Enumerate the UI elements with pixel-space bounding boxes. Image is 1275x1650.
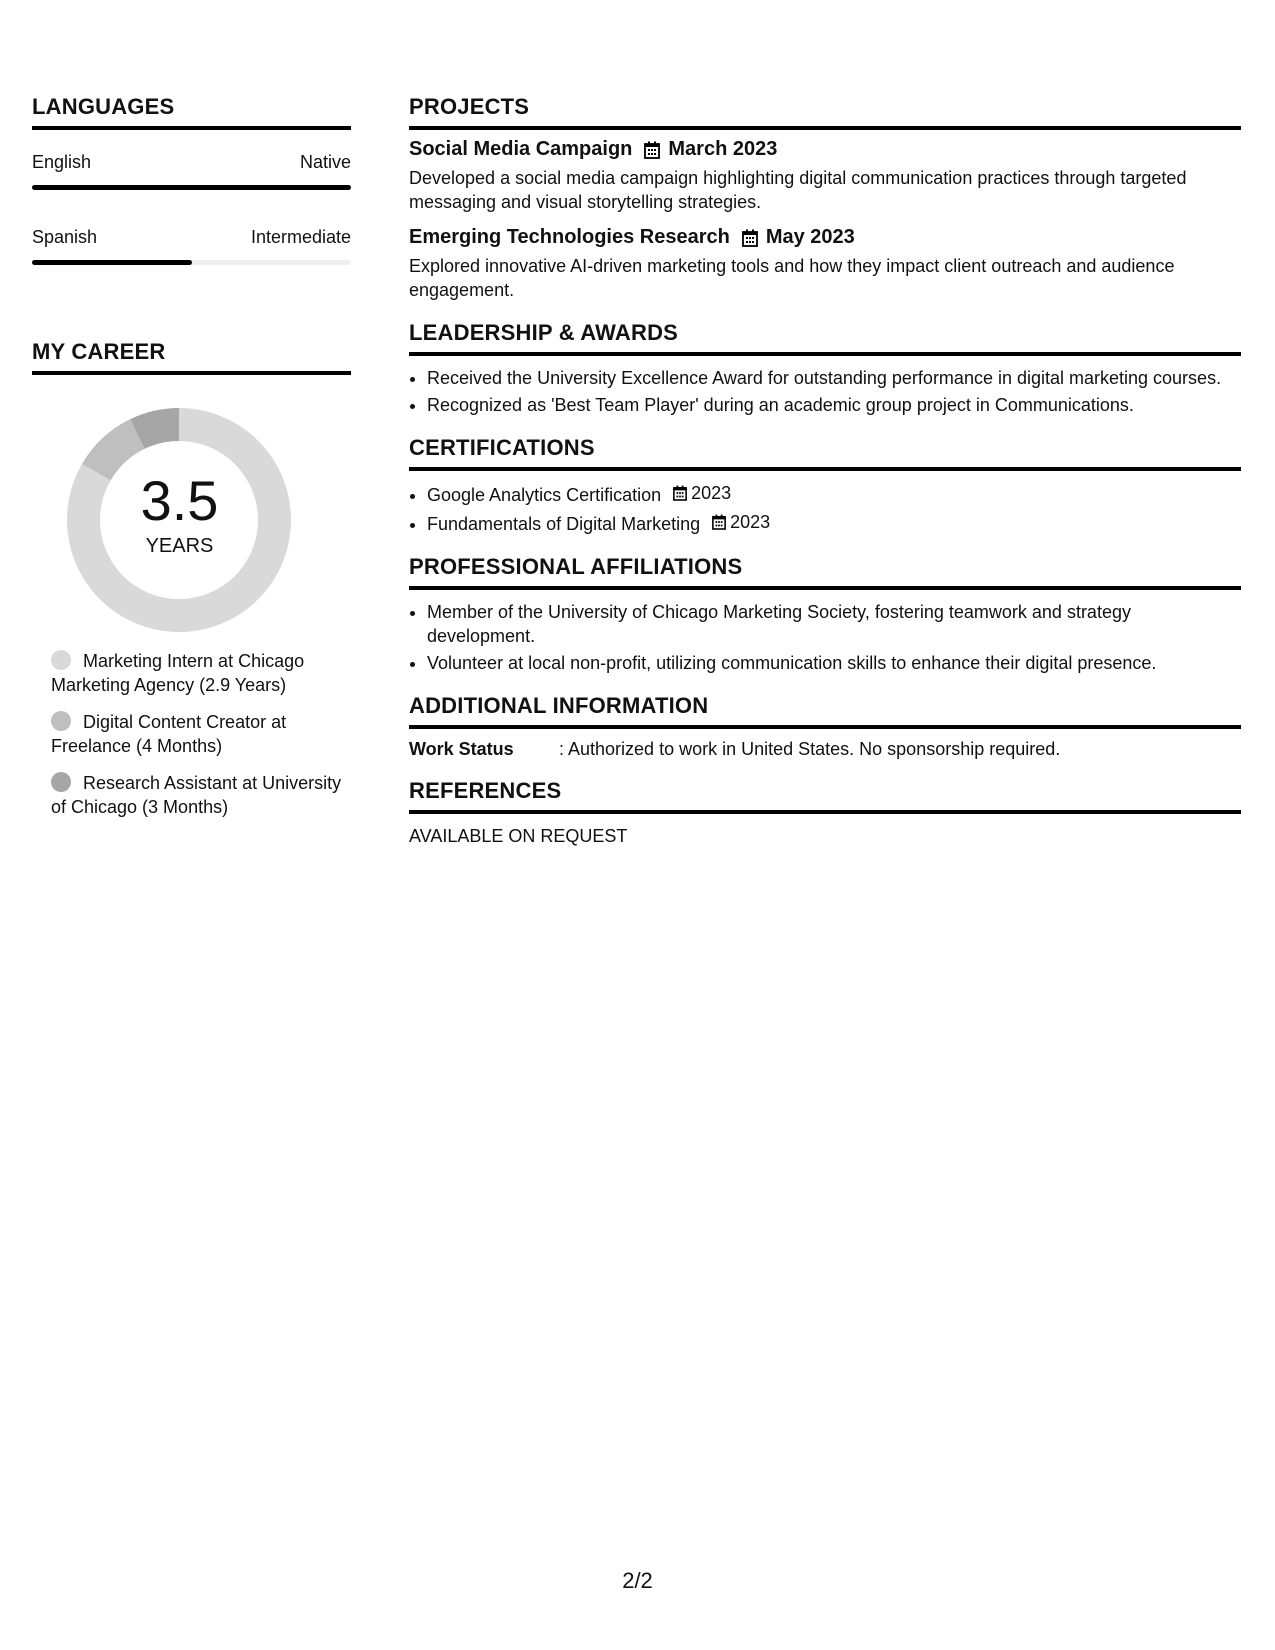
list-item — [427, 481, 1241, 507]
legend-item — [51, 649, 351, 697]
list-item: • Recognized as 'Best Team Player' during an academic group project in Communications. — [427, 393, 1241, 417]
work-status-label: Work Status — [409, 739, 514, 759]
project-item — [409, 226, 1241, 302]
references-text: AVAILABLE ON REQUEST — [409, 826, 628, 846]
legend-label: Digital Content Creator at Freelance (4 Months) — [51, 712, 287, 756]
affiliations-title: PROFESSIONAL AFFILIATIONS — [409, 554, 1241, 590]
project-item — [409, 138, 1241, 214]
legend-item — [51, 710, 351, 758]
certifications-section — [409, 435, 1241, 536]
list-item: • Member of the University of Chicago Marketing Society, fostering teamwork and strategy development. — [427, 600, 1241, 648]
right-column — [409, 94, 1241, 847]
left-column — [32, 94, 351, 832]
certification-name: Fundamentals of Digital Marketing — [427, 514, 701, 534]
certifications-title: CERTIFICATIONS — [409, 435, 1241, 471]
legend-label: Research Assistant at University of Chicago (3 Months) — [51, 773, 342, 817]
legend-label: Marketing Intern at Chicago Marketing Agency (2.9 Years) — [51, 651, 305, 695]
list-item — [427, 510, 1241, 536]
language-item — [32, 152, 351, 190]
language-bar — [32, 260, 351, 265]
career-legend — [32, 649, 351, 819]
legend-dot — [51, 711, 71, 731]
list-item: • Received the University Excellence Award for outstanding performance in digital marketing courses. — [427, 366, 1241, 390]
project-date: May 2023 — [765, 226, 855, 248]
project-description: Developed a social media campaign highlighting digital communication practices through targeted messaging and visual storytelling strategies. — [409, 168, 1187, 212]
legend-item — [51, 771, 351, 819]
additional-section — [409, 693, 1241, 760]
career-section — [32, 339, 351, 819]
calendar-icon — [712, 514, 726, 530]
career-unit: YEARS — [145, 535, 214, 557]
project-name: Social Media Campaign — [409, 138, 633, 160]
additional-title: ADDITIONAL INFORMATION — [409, 693, 1241, 729]
language-level: Intermediate — [250, 227, 351, 247]
affiliations-section — [409, 554, 1241, 675]
project-date: March 2023 — [668, 138, 778, 160]
calendar-icon — [673, 485, 687, 501]
work-status-value: : Authorized to work in United States. No sponsorship required. — [559, 739, 1061, 759]
career-total: 3.5 — [140, 469, 219, 532]
language-item — [32, 227, 351, 265]
legend-dot — [51, 650, 71, 670]
legend-dot — [51, 772, 71, 792]
calendar-icon — [742, 229, 758, 247]
projects-title: PROJECTS — [409, 94, 1241, 130]
language-bar-fill — [32, 185, 351, 190]
language-bar — [32, 185, 351, 190]
list-item: • Volunteer at local non-profit, utilizing communication skills to enhance their digital presence. — [427, 651, 1241, 675]
leadership-section — [409, 320, 1241, 417]
language-level: Native — [299, 152, 351, 172]
project-description: Explored innovative AI-driven marketing tools and how they impact client outreach and audience engagement. — [409, 256, 1175, 300]
certification-year: 2023 — [730, 512, 771, 532]
career-donut-chart — [32, 395, 351, 635]
language-name: English — [32, 152, 92, 172]
references-section — [409, 778, 1241, 847]
language-name: Spanish — [32, 227, 98, 247]
leadership-title: LEADERSHIP & AWARDS — [409, 320, 1241, 356]
languages-title: LANGUAGES — [32, 94, 351, 130]
page-number: 2/2 — [622, 1568, 653, 1593]
references-title: REFERENCES — [409, 778, 1241, 814]
career-title: MY CAREER — [32, 339, 351, 375]
language-bar-fill — [32, 260, 192, 265]
certification-year: 2023 — [691, 483, 732, 503]
certification-name: Google Analytics Certification — [427, 485, 662, 505]
calendar-icon — [644, 141, 660, 159]
project-name: Emerging Technologies Research — [409, 226, 730, 248]
